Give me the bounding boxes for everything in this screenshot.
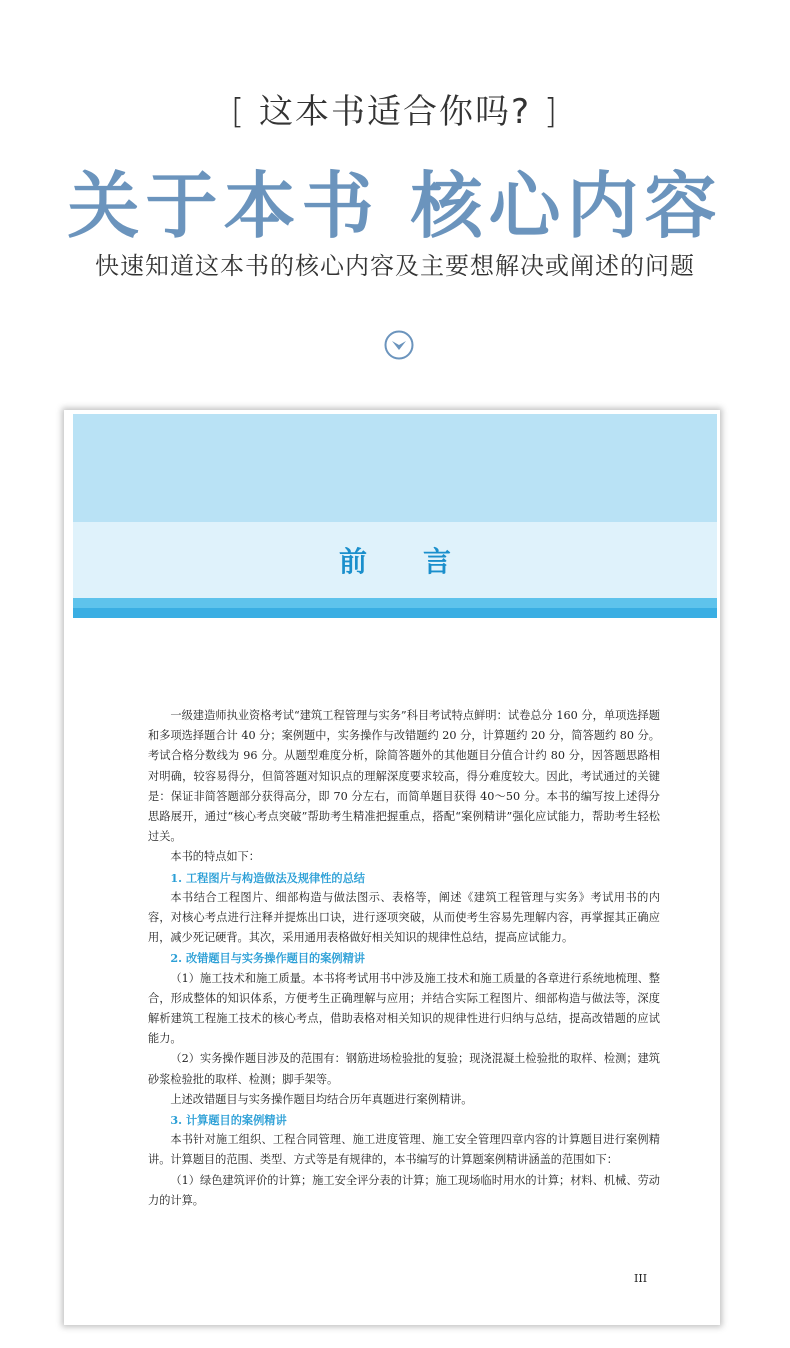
preface-content — [148, 706, 660, 1211]
section-heading: 3. 计算题目的案例精讲 — [170, 1113, 287, 1128]
chevron-down-circle-icon[interactable] — [384, 330, 414, 360]
paragraph: （2）实务操作题目涉及的范围有：钢筋进场检验批的复验；现浇混凝土检验批的取样、检测；建筑砂浆检验批的取样、检测；脚手架等。 — [148, 1052, 660, 1086]
section-heading: 1. 工程图片与构造做法及规律性的总结 — [170, 870, 365, 885]
paragraph: 本书的特点如下： — [170, 850, 260, 864]
paragraph: （1）绿色建筑评价的计算；施工安全评分表的计算；施工现场临时用水的计算；材料、机械、劳动力的计算。 — [148, 1173, 660, 1207]
section-heading: 2. 改错题目与实务操作题目的案例精讲 — [170, 951, 365, 966]
paragraph: 一级建造师执业资格考试“建筑工程管理与实务”科目考试特点鲜明：试卷总分 160 分，单项选择题和多项选择题合计 40 分；案例题中，实务操作与改错题约 20 分，计算题约 20 分，简答题约 80 分。考试合格分数线为 96 分。从题型难度分析，除简答题外的其他题目分值合计约 80 分，因答题思路相对明确，较容易得分，但简答题对知识点的理解深度要求较高，得分难度较大。因此，考试通过的关键是：保证非简答题部分获得高分，即 70 分左右，而简单题目获得 40～50 分。本书的编写按上述得分思路展开，通过“核心考点突破”帮助考生精准把握重点，搭配“案例精讲”强化应试能力，帮助考生轻松过关。 — [148, 709, 660, 844]
paragraph: 上述改错题目与实务操作题目均结合历年真题进行案例精讲。 — [170, 1092, 473, 1106]
paragraph: 本书针对施工组织、工程合同管理、施工进度管理、施工安全管理四章内容的计算题目进行案例精讲。计算题目的范围、类型、方式等是有规律的，本书编写的计算题案例精讲涵盖的范围如下： — [148, 1133, 660, 1167]
paragraph: （1）施工技术和施工质量。本书将考试用书中涉及施工技术和施工质量的各章进行系统地梳理、整合，形成整体的知识体系，方便考生正确理解与应用；并结合实际工程图片、细部构造与做法等，深度解析建筑工程施工技术的核心考点，借助表格对相关知识的规律性进行归纳与总结，提高改错题的应试能力。 — [148, 971, 660, 1046]
header-subtitle — [0, 84, 790, 133]
subtitle-text: 这本书适合你吗? — [258, 92, 532, 132]
bracket-close: ] — [543, 92, 560, 132]
page-band-accent — [73, 608, 717, 618]
page-title: 关于本书 核心内容 — [67, 163, 723, 248]
book-page — [64, 410, 720, 1325]
page-description: 快速知道这本书的核心内容及主要想解决或阐述的问题 — [95, 252, 695, 280]
bracket-open: [ — [230, 92, 247, 132]
page-number: III — [634, 1272, 648, 1285]
preface-title: 前言 — [338, 545, 507, 578]
page-band-stripe — [73, 598, 717, 608]
paragraph: 本书结合工程图片、细部构造与做法图示、表格等，阐述《建筑工程管理与实务》考试用书的内容，对核心考点进行注释并提炼出口诀，进行逐项突破，从而使考生容易先理解内容，再掌握其正确应用，减少死记硬背。其次，采用通用表格做好相关知识的规律性总结，提高应试能力。 — [148, 890, 660, 945]
page-header-band — [73, 414, 717, 522]
